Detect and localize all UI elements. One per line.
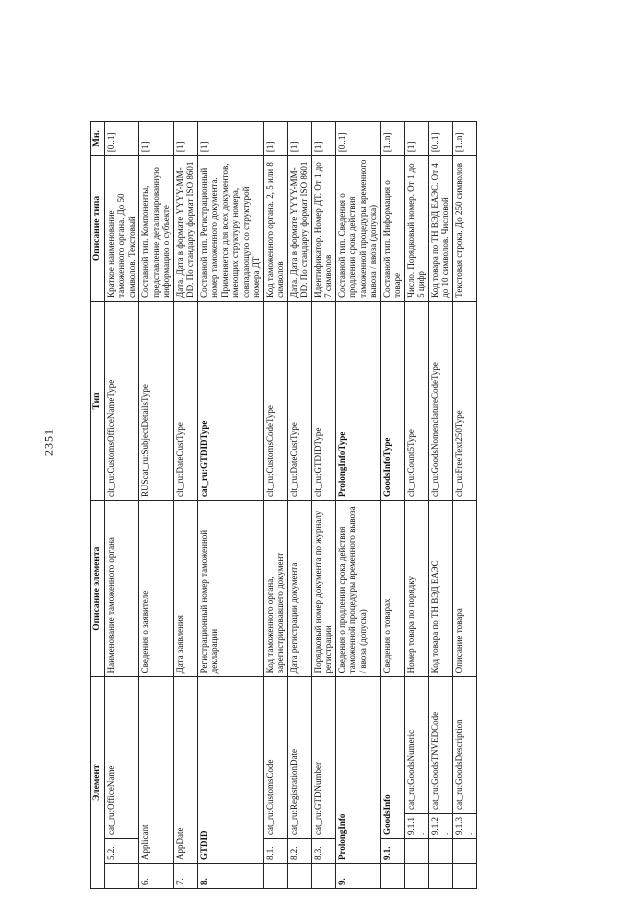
row-element-name: cat_ru:RegistrationDate [287,677,311,839]
table-row [197,122,263,889]
row-mult: [0..1] [104,122,139,156]
row-element-name: Applicant [139,677,174,864]
indent-cell [263,863,287,888]
element-table [90,121,477,889]
row-number: 8. [197,863,263,888]
row-type: GoodsInfoType [380,301,404,500]
row-number: 5.2. [104,838,139,863]
row-type-description: Текстовая строка. До 250 символов [452,156,476,302]
indent-cell [380,863,404,888]
row-number: 9.1.3. [452,813,476,838]
row-mult: [1] [173,122,197,156]
row-mult: [1] [197,122,263,156]
table-row [104,122,139,889]
table-row [335,122,380,889]
row-number: 9.1.2. [428,813,452,838]
indent-cell [452,863,476,888]
row-description: Дата регистрации документа [287,500,311,676]
header-multiplicity: Мн. [91,122,105,156]
row-element-name: ProlongInfo [335,677,380,864]
row-description: Дата заявления [173,500,197,676]
row-number: 8.3. [311,838,335,863]
indent-cell [404,838,428,863]
header-description: Описание элемента [91,500,105,676]
table-row [287,122,311,889]
page-number: 2351 [41,428,56,456]
table-row [428,122,452,889]
row-type-description: Составной тип. Компоненты, представление детализированную информацию о субъекте [139,156,174,302]
header-type-description: Описание типа [91,156,105,302]
indent-cell [404,863,428,888]
table-row [173,122,197,889]
row-description: Описание товара [452,500,476,676]
row-type-description: Число. Порядковый номер. От 1 до 5 цифр [404,156,428,302]
header-type: Тип [91,301,105,500]
row-element-name: cat_ru:GTDNumber [311,677,335,839]
row-element-name: GTDID [197,677,263,864]
row-description: Сведения о продлении срока действия таможенной процедуры временного вывоза / ввоза (допуска) [335,500,380,676]
table-row [404,122,428,889]
row-type: RUScat_ru:SubjectDetailsType [139,301,174,500]
row-element-name: cat_ru:GoodsDescription [452,677,476,814]
indent-cell [428,838,452,863]
row-type: ProlongInfoType [335,301,380,500]
row-type-description: Дата. Дата в формате YYYY-MM-DD. По стандарту формат ISO 8601 [173,156,197,302]
header-element: Элемент [91,677,105,889]
row-description: Наименование таможенного органа [104,500,139,676]
row-mult: [0..1] [428,122,452,156]
row-mult: [1] [404,122,428,156]
indent-cell [452,838,476,863]
row-description: Код таможенного органа, зарегистрировавшего документ [263,500,287,676]
row-type-description: Составной тип. Регистрационный номер таможенного документа. Применяется для всех документов, имеющих структуру номера, совпадающую со структурой номера ДТ [197,156,263,302]
row-number: 9.1.1. [404,813,428,838]
row-type: clt_ru:DateCustType [173,301,197,500]
row-type: cat_ru:GTDIDType [197,301,263,500]
row-description: Порядковый номер документа по журналу регистрации [311,500,335,676]
row-number: 8.1. [263,838,287,863]
row-type: clt_ru:Count5Type [404,301,428,500]
table-row [139,122,174,889]
row-description: Регистрационный номер таможенной декларации [197,500,263,676]
row-number: 7. [173,863,197,888]
row-description: Сведения о товарах [380,500,404,676]
row-type: clt_ru:CustomsOfficeNameType [104,301,139,500]
row-mult: [1] [311,122,335,156]
indent-cell [311,863,335,888]
table-row [380,122,404,889]
indent-cell [287,863,311,888]
row-type: clt_ru:DateCustType [287,301,311,500]
row-mult: [1..n] [452,122,476,156]
row-mult: [1..n] [380,122,404,156]
row-type: clt_ru:CustomsCodeType [263,301,287,500]
row-mult: [1] [287,122,311,156]
indent-cell [104,863,139,888]
row-description: Код товара по ТН ВЭД ЕАЭС [428,500,452,676]
indent-cell [428,863,452,888]
row-mult: [1] [263,122,287,156]
table-row [263,122,287,889]
row-number: 9. [335,863,380,888]
table-row [452,122,476,889]
row-type: clt_ru:FreeText250Type [452,301,476,500]
row-mult: [1] [139,122,174,156]
row-description: Номер товара по порядку [404,500,428,676]
row-number: 6. [139,863,174,888]
row-number: 9.1. [380,838,404,863]
row-element-name: GoodsInfo [380,677,404,839]
row-description: Сведения о заявителе [139,500,174,676]
row-type: clt_ru:GTDIDType [311,301,335,500]
row-type: clt_ru:GoodsNomenclatureCodeType [428,301,452,500]
row-type-description: Идентификатор. Номер ДТ. От 1 до 7 символов [311,156,335,302]
row-type-description: Дата. Дата в формате YYYY-MM-DD. По стандарту формат ISO 8601 [287,156,311,302]
row-element-name: AppDate [173,677,197,864]
row-number: 8.2. [287,838,311,863]
row-type-description: Составной тип. Сведения о продлении срока действия таможенной процедуры временного вывоза / ввоза (допуска) [335,156,380,302]
row-type-description: Краткое наименование таможенного органа. До 50 символов. Текстовый [104,156,139,302]
row-element-name: cat_ru:GoodsNumeric [404,677,428,814]
row-mult: [0..1] [335,122,380,156]
row-type-description: Составной тип. Информация о товаре [380,156,404,302]
row-element-name: cat_ru:OfficeName [104,677,139,839]
table-header-row [91,122,105,889]
row-element-name: cat_ru:GoodsTNVEDCode [428,677,452,814]
row-type-description: Код товара по ТН ВЭД ЕАЭС. От 4 до 10 символов. Числовой [428,156,452,302]
table-row [311,122,335,889]
row-element-name: cat_ru:CustomsCode [263,677,287,839]
row-type-description: Код таможенного органа. 2, 5 или 8 символов [263,156,287,302]
